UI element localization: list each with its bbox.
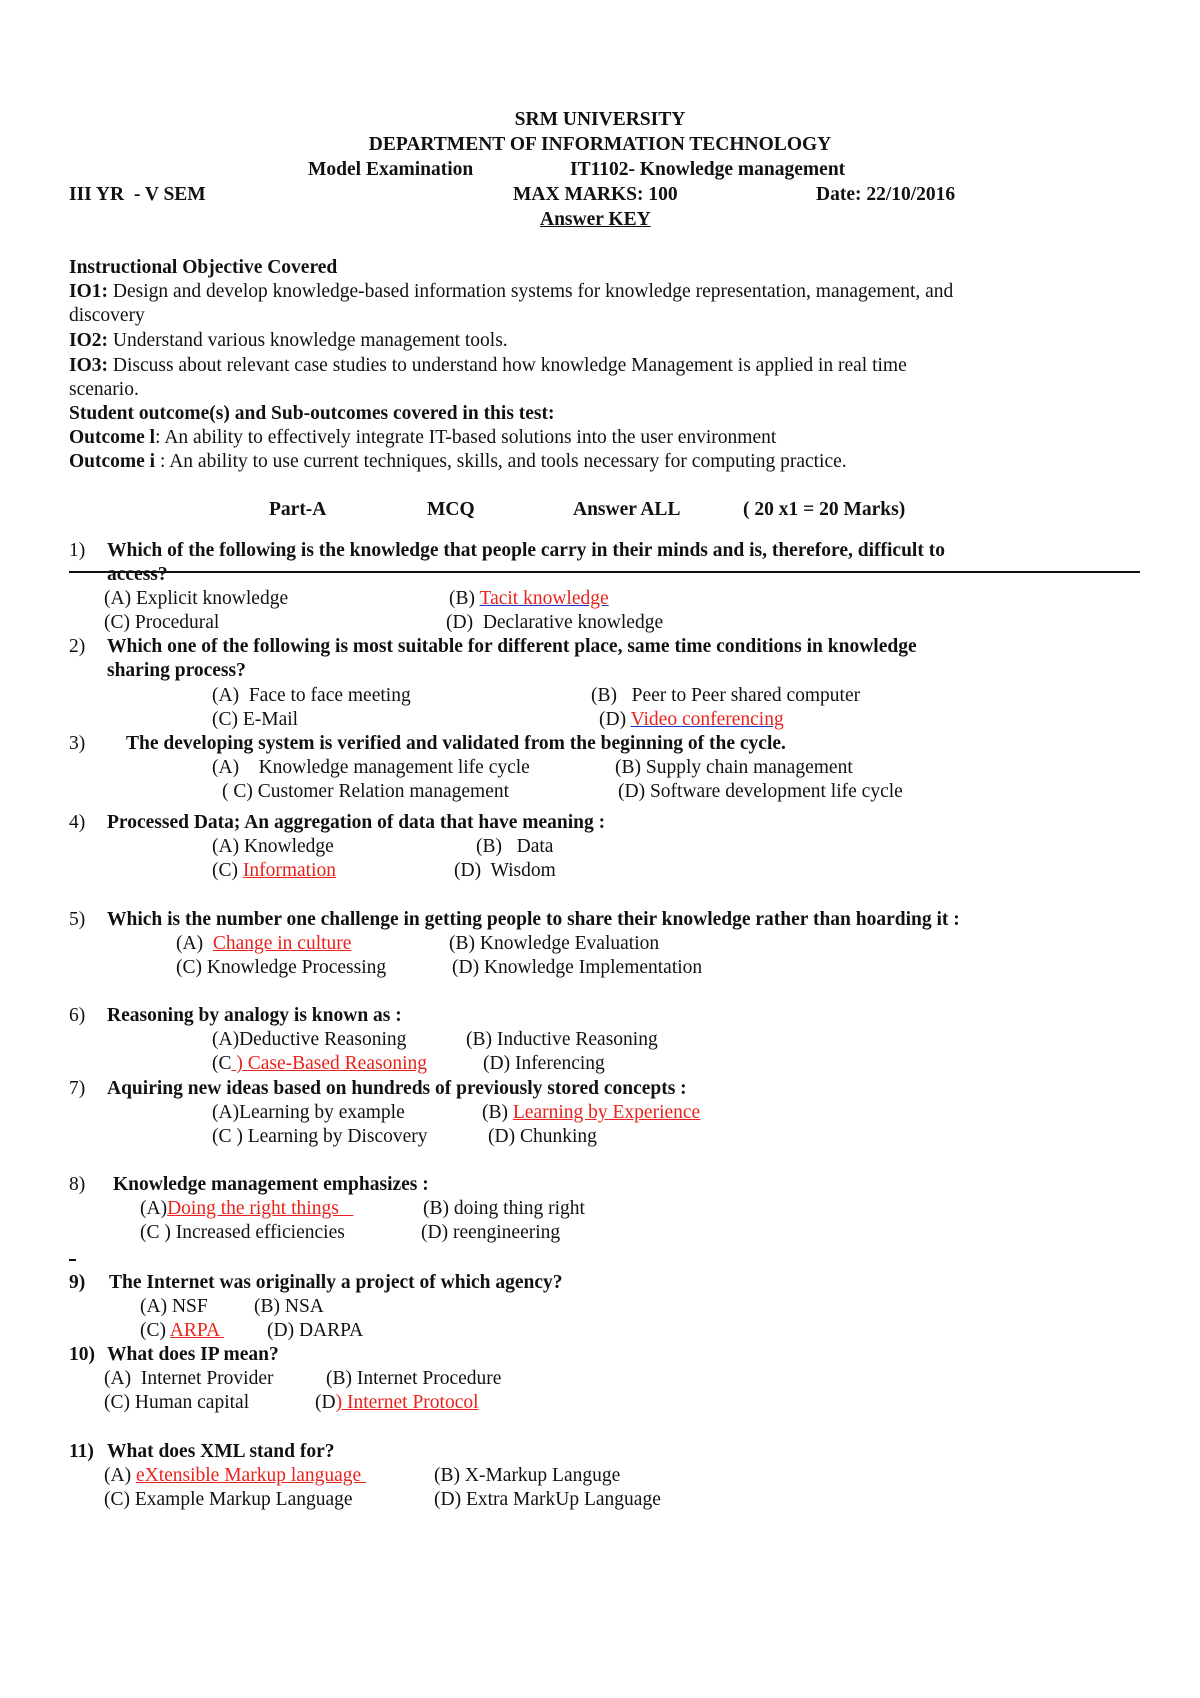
q11-number: 11) [69, 1441, 94, 1462]
q4-option-b: (B) Data [476, 836, 554, 857]
q5-option-d: (D) Knowledge Implementation [452, 957, 703, 978]
q5-number: 5) [69, 909, 86, 930]
q8-option-c: (C ) Increased efficiencies [140, 1222, 345, 1243]
q11-option-c: (C) Example Markup Language [104, 1489, 353, 1510]
q9-option-c [140, 1319, 224, 1343]
q7-number: 7) [69, 1078, 86, 1099]
q6-number: 6) [69, 1005, 86, 1026]
q5-option-c: (C) Knowledge Processing [176, 957, 387, 978]
university-name: SRM UNIVERSITY [514, 109, 686, 130]
q6-option-d: (D) Inferencing [483, 1053, 605, 1074]
q11-answer: eXtensible Markup language [135, 1465, 367, 1486]
q5-option-a-prefix: (A) [176, 933, 213, 954]
q3-text: The developing system is verified and validated from the beginning of the cycle. [126, 733, 786, 754]
q2-option-b: (B) Peer to Peer shared computer [591, 685, 861, 706]
q4-option-a: (A) Knowledge [212, 836, 334, 857]
q1-option-b [449, 587, 609, 611]
q10-option-c: (C) Human capital [104, 1392, 250, 1413]
course-name: IT1102- Knowledge management [570, 159, 846, 180]
q3-number: 3) [69, 733, 86, 754]
io3-label: IO3: [69, 355, 108, 376]
io1-label: IO1: [69, 281, 108, 302]
q11-option-d: (D) Extra MarkUp Language [434, 1489, 661, 1510]
q8-option-d: (D) reengineering [421, 1222, 561, 1243]
io3-continuation: scenario. [69, 379, 139, 400]
q4-number: 4) [69, 812, 86, 833]
q1-number: 1) [69, 540, 86, 561]
q6-answer: ) Case-Based Reasoning [231, 1053, 427, 1074]
department-name: DEPARTMENT OF INFORMATION TECHNOLOGY [368, 134, 832, 155]
section-divider [69, 571, 1140, 573]
q2-option-d-prefix: (D) [599, 709, 631, 730]
q10-option-a: (A) Internet Provider [104, 1368, 274, 1389]
q1-option-a: (A) Explicit knowledge [104, 588, 289, 609]
q10-option-d-prefix: (D [315, 1392, 336, 1413]
q1-option-d: (D) Declarative knowledge [446, 612, 664, 633]
q2-text-cont: sharing process? [107, 660, 246, 681]
q10-option-b: (B) Internet Procedure [326, 1368, 502, 1389]
q9-option-a: (A) NSF [140, 1296, 208, 1317]
q8-answer: Doing the right things [167, 1198, 354, 1219]
outcomes-heading: Student outcome(s) and Sub-outcomes covered in this test: [69, 403, 555, 424]
q5-answer: Change in culture [212, 933, 352, 954]
io2-label: IO2: [69, 330, 108, 351]
q10-option-d [315, 1391, 479, 1415]
q2-option-d [599, 708, 784, 732]
q10-number: 10) [69, 1344, 95, 1365]
q3-option-a: (A) Knowledge management life cycle [212, 757, 530, 778]
q3-option-b: (B) Supply chain management [615, 757, 853, 778]
outcome-i-text: : An ability to use current techniques, skills, and tools necessary for computing practice. [155, 451, 847, 472]
outcome-i [69, 450, 847, 474]
q9-answer: ARPA [169, 1320, 224, 1341]
q4-option-c [212, 859, 336, 883]
q2-option-c: (C) E-Mail [212, 709, 299, 730]
q2-number: 2) [69, 636, 86, 657]
q3-option-c: ( C) Customer Relation management [222, 781, 510, 802]
io3 [69, 354, 907, 378]
q6-option-b: (B) Inductive Reasoning [466, 1029, 658, 1050]
q1-option-b-prefix: (B) [449, 588, 480, 609]
outcome-l [69, 426, 776, 450]
q8-option-a-prefix: (A) [140, 1198, 168, 1219]
q4-option-d: (D) Wisdom [454, 860, 556, 881]
q1-option-c: (C) Procedural [104, 612, 220, 633]
q2-option-a: (A) Face to face meeting [212, 685, 411, 706]
q11-option-b: (B) X-Markup Languge [434, 1465, 621, 1486]
q9-option-c-prefix: (C) [140, 1320, 170, 1341]
q4-answer: Information [242, 860, 337, 881]
io1 [69, 280, 953, 304]
q8-text: Knowledge management emphasizes : [113, 1174, 429, 1195]
outcome-l-text: : An ability to effectively integrate IT-based solutions into the user environment [155, 427, 777, 448]
stray-mark [69, 1259, 76, 1261]
q9-number: 9) [69, 1272, 86, 1293]
part-type: MCQ [427, 499, 475, 520]
io2-text: Understand various knowledge management tools. [108, 330, 508, 351]
q5-option-b: (B) Knowledge Evaluation [449, 933, 660, 954]
max-marks: MAX MARKS: 100 [513, 184, 678, 205]
q7-text: Aquiring new ideas based on hundreds of previously stored concepts : [107, 1078, 687, 1099]
io1-text: Design and develop knowledge-based information systems for knowledge representation, management, and [108, 281, 954, 302]
outcome-l-label: Outcome l [69, 427, 156, 448]
q1-text-cont: access? [107, 564, 168, 585]
q6-option-a: (A)Deductive Reasoning [212, 1029, 407, 1050]
q2-answer: Video conferencing [630, 709, 784, 730]
objectives-heading: Instructional Objective Covered [69, 257, 338, 278]
q9-option-d: (D) DARPA [267, 1320, 364, 1341]
outcome-i-label: Outcome i [69, 451, 156, 472]
q10-answer: ) Internet Protocol [335, 1392, 479, 1413]
q1-answer: Tacit knowledge [479, 588, 609, 609]
q7-option-b [482, 1101, 700, 1125]
q2-text: Which one of the following is most suitable for different place, same time conditions in knowledge [107, 636, 917, 657]
q6-text: Reasoning by analogy is known as : [107, 1005, 402, 1026]
io3-text: Discuss about relevant case studies to understand how knowledge Management is applied in real time [108, 355, 907, 376]
q11-option-a-prefix: (A) [104, 1465, 136, 1486]
exam-date: Date: 22/10/2016 [816, 184, 956, 205]
q5-text: Which is the number one challenge in getting people to share their knowledge rather than hoarding it : [107, 909, 960, 930]
q10-text: What does IP mean? [107, 1344, 279, 1365]
q4-text: Processed Data; An aggregation of data that have meaning : [107, 812, 606, 833]
q9-option-b: (B) NSA [254, 1296, 324, 1317]
q4-option-c-prefix: (C) [212, 860, 243, 881]
q3-option-d: (D) Software development life cycle [618, 781, 903, 802]
q1-text: Which of the following is the knowledge that people carry in their minds and is, therefore, difficult to [107, 540, 945, 561]
q8-option-b: (B) doing thing right [423, 1198, 585, 1219]
q5-option-a [176, 932, 351, 956]
q7-answer: Learning by Experience [512, 1102, 701, 1123]
q6-option-c [212, 1052, 427, 1076]
q7-option-c: (C ) Learning by Discovery [212, 1126, 428, 1147]
q6-option-c-prefix: (C [212, 1053, 232, 1074]
year-sem: III YR - V SEM [69, 184, 206, 205]
q11-option-a [104, 1464, 366, 1488]
q8-option-a [140, 1197, 353, 1221]
q7-option-a: (A)Learning by example [212, 1102, 405, 1123]
q7-option-d: (D) Chunking [488, 1126, 597, 1147]
answer-key-title: Answer KEY [540, 209, 651, 230]
q7-option-b-prefix: (B) [482, 1102, 513, 1123]
part-marks: ( 20 x1 = 20 Marks) [743, 499, 906, 520]
part-label: Part-A [269, 499, 327, 520]
q8-number: 8) [69, 1174, 86, 1195]
io1-continuation: discovery [69, 305, 145, 326]
q11-text: What does XML stand for? [107, 1441, 335, 1462]
exam-name: Model Examination [308, 159, 474, 180]
part-instruction: Answer ALL [573, 499, 681, 520]
io2 [69, 329, 508, 353]
q9-text: The Internet was originally a project of which agency? [109, 1272, 563, 1293]
